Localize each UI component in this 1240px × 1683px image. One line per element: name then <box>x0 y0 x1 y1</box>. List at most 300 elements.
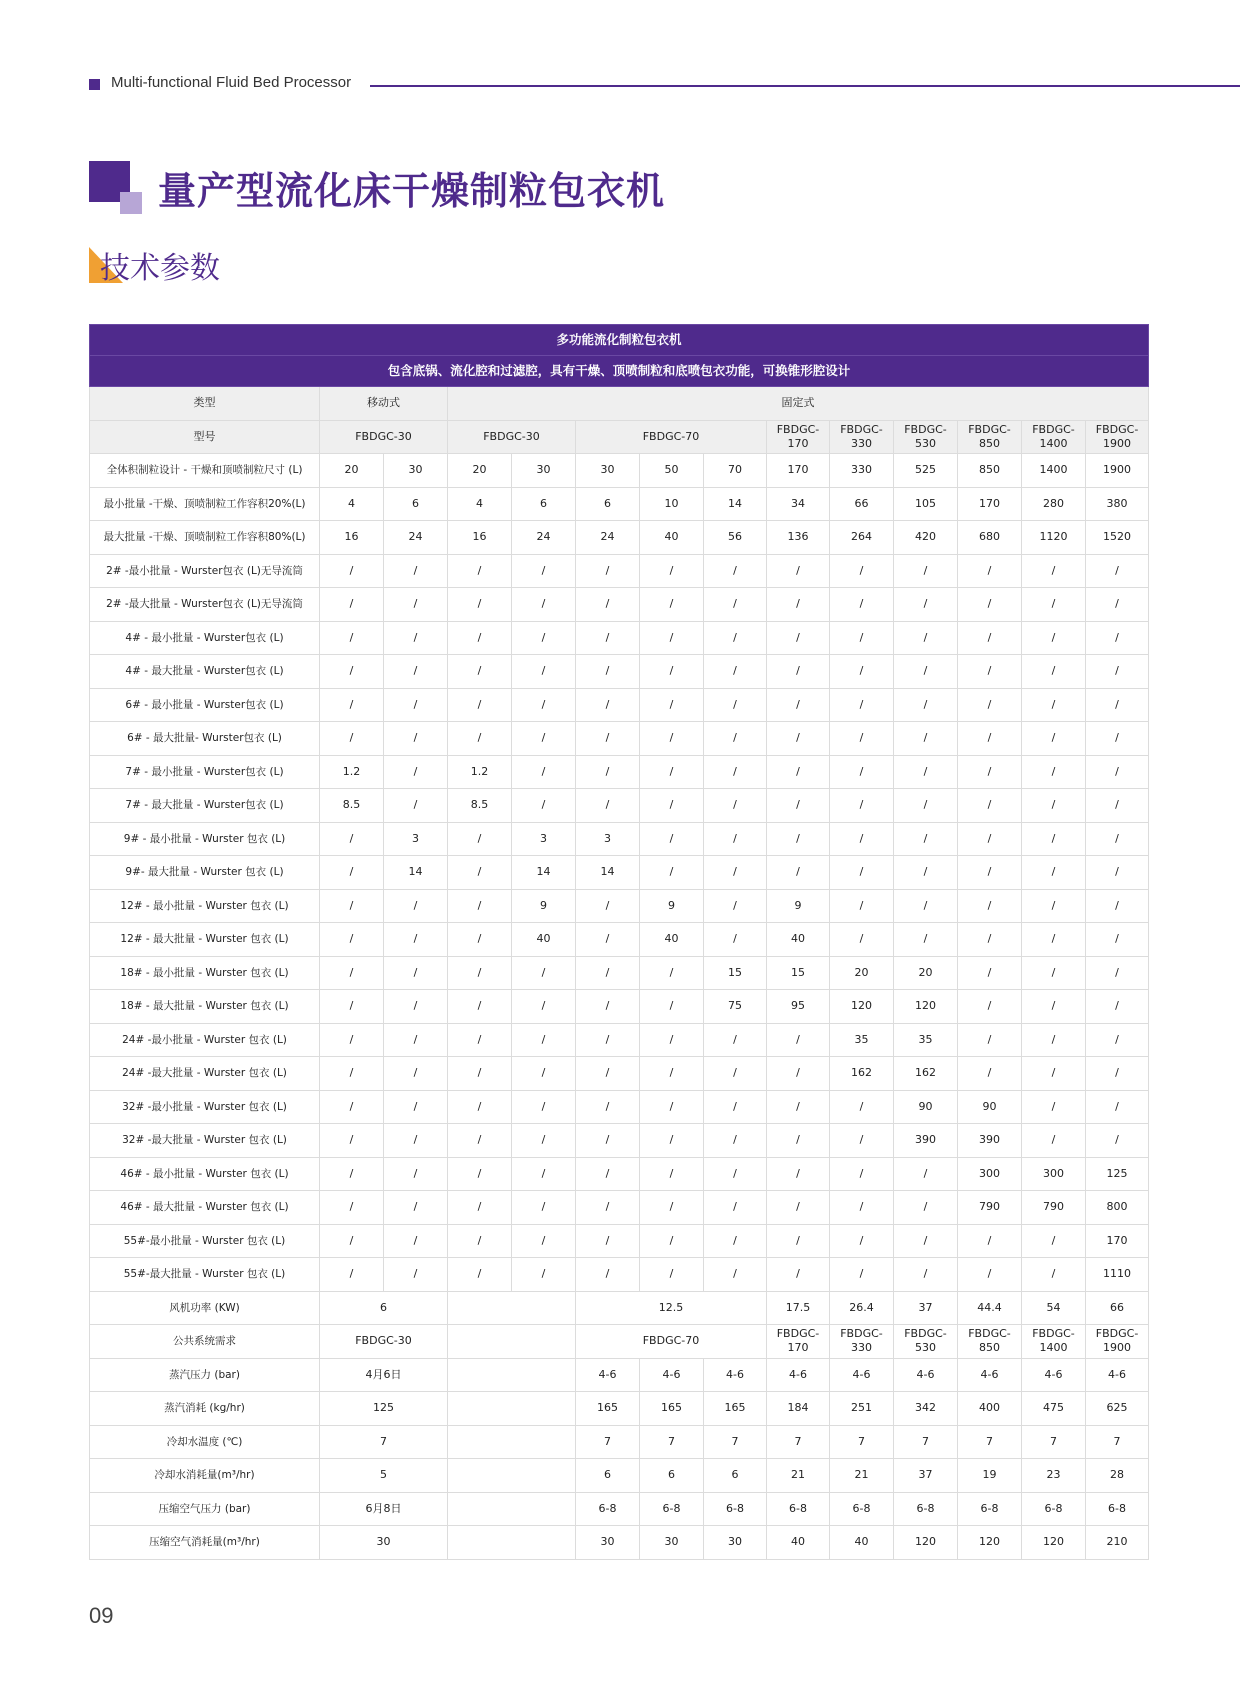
table-row <box>90 722 1149 756</box>
table-cell: 162 <box>830 1057 894 1091</box>
table-row <box>90 990 1149 1024</box>
table-cell: / <box>384 990 448 1024</box>
table-cell: 17.5 <box>767 1291 830 1325</box>
table-cell: / <box>1086 621 1149 655</box>
row-label: 12# - 最小批量 - Wurster 包衣 (L) <box>90 889 320 923</box>
table-banner-row <box>90 356 1149 387</box>
table-cell: 165 <box>576 1392 640 1426</box>
table-cell: / <box>767 1023 830 1057</box>
table-cell: 37 <box>894 1291 958 1325</box>
table-cell: / <box>1086 1057 1149 1091</box>
section-subtitle: 技术参数 <box>100 251 220 286</box>
table-cell: / <box>384 1090 448 1124</box>
table-cell: / <box>704 889 767 923</box>
table-cell: 24 <box>512 521 576 555</box>
table-cell: / <box>640 588 704 622</box>
table-cell: / <box>512 1124 576 1158</box>
table-row <box>90 621 1149 655</box>
utility-header-row <box>90 1325 1149 1359</box>
table-cell: 300 <box>958 1157 1022 1191</box>
table-cell: 680 <box>958 521 1022 555</box>
table-cell: 4-6 <box>1086 1358 1149 1392</box>
table-cell: / <box>512 990 576 1024</box>
table-cell: / <box>320 1191 384 1225</box>
table-row <box>90 1090 1149 1124</box>
table-cell: 120 <box>830 990 894 1024</box>
table-cell: / <box>1022 889 1086 923</box>
model-cell: FBDGC-70 <box>576 1325 767 1359</box>
model-cell: FBDGC-170 <box>767 1325 830 1359</box>
table-cell: / <box>512 1224 576 1258</box>
table-cell: / <box>448 1057 512 1091</box>
table-cell: 120 <box>958 1526 1022 1560</box>
utility-row <box>90 1459 1149 1493</box>
table-cell: / <box>576 1124 640 1158</box>
row-label: 2# -最大批量 - Wurster包衣 (L)无导流筒 <box>90 588 320 622</box>
table-cell: / <box>512 789 576 823</box>
table-cell: / <box>958 789 1022 823</box>
table-cell: 40 <box>640 923 704 957</box>
table-cell: / <box>320 1157 384 1191</box>
table-cell: / <box>894 554 958 588</box>
table-cell: / <box>640 688 704 722</box>
row-label: 18# - 最大批量 - Wurster 包衣 (L) <box>90 990 320 1024</box>
table-cell: / <box>1022 655 1086 689</box>
table-cell: 4-6 <box>830 1358 894 1392</box>
table-cell: 14 <box>384 856 448 890</box>
table-cell: / <box>320 688 384 722</box>
model-cell: FBDGC-330 <box>830 1325 894 1359</box>
table-cell: 1.2 <box>320 755 384 789</box>
row-label: 32# -最小批量 - Wurster 包衣 (L) <box>90 1090 320 1124</box>
row-label: 4# - 最小批量 - Wurster包衣 (L) <box>90 621 320 655</box>
table-cell: / <box>448 923 512 957</box>
table-cell: / <box>1086 856 1149 890</box>
table-cell: 6-8 <box>640 1492 704 1526</box>
table-cell: 70 <box>704 454 767 488</box>
table-cell: 6-8 <box>576 1492 640 1526</box>
table-row <box>90 856 1149 890</box>
model-cell: FBDGC-1900 <box>1086 420 1149 454</box>
table-cell: 7 <box>767 1425 830 1459</box>
table-cell: / <box>767 554 830 588</box>
table-cell: 475 <box>1022 1392 1086 1426</box>
table-cell: 66 <box>830 487 894 521</box>
table-cell: / <box>1086 588 1149 622</box>
table-cell: / <box>830 1090 894 1124</box>
table-cell: / <box>320 1124 384 1158</box>
table-cell: / <box>894 1258 958 1292</box>
table-row <box>90 554 1149 588</box>
table-cell: / <box>576 1090 640 1124</box>
table-cell: 390 <box>958 1124 1022 1158</box>
table-cell: / <box>448 722 512 756</box>
table-cell: 1400 <box>1022 454 1086 488</box>
table-cell: / <box>576 1157 640 1191</box>
table-cell: / <box>894 1191 958 1225</box>
table-cell: / <box>894 1157 958 1191</box>
table-cell: 210 <box>1086 1526 1149 1560</box>
merged-cell: 7 <box>320 1425 448 1459</box>
table-row <box>90 1157 1149 1191</box>
table-cell: 15 <box>704 956 767 990</box>
table-cell: / <box>958 554 1022 588</box>
table-cell: / <box>1022 722 1086 756</box>
table-cell: / <box>320 722 384 756</box>
table-cell: / <box>320 655 384 689</box>
table-cell: 7 <box>894 1425 958 1459</box>
table-cell: 7 <box>576 1425 640 1459</box>
row-label: 6# - 最大批量- Wurster包衣 (L) <box>90 722 320 756</box>
utility-row <box>90 1392 1149 1426</box>
table-cell: / <box>320 621 384 655</box>
table-cell: 24 <box>384 521 448 555</box>
table-cell: / <box>704 554 767 588</box>
page-title: 量产型流化床干燥制粒包衣机 <box>158 169 666 213</box>
table-cell: / <box>767 688 830 722</box>
spec-table <box>89 324 1149 1560</box>
table-cell: / <box>1022 621 1086 655</box>
table-cell: / <box>640 1191 704 1225</box>
table-cell: / <box>830 1224 894 1258</box>
table-cell: / <box>1086 822 1149 856</box>
row-label: 冷却水温度 (℃) <box>90 1425 320 1459</box>
table-cell: 21 <box>767 1459 830 1493</box>
model-cell: FBDGC-30 <box>320 1325 448 1359</box>
table-cell: / <box>448 1224 512 1258</box>
table-cell: / <box>320 554 384 588</box>
table-cell: / <box>704 1258 767 1292</box>
table-cell: 380 <box>1086 487 1149 521</box>
table-cell: / <box>512 621 576 655</box>
table-cell: / <box>384 1258 448 1292</box>
row-label: 4# - 最大批量 - Wurster包衣 (L) <box>90 655 320 689</box>
table-cell: / <box>958 1224 1022 1258</box>
table-cell: / <box>640 1258 704 1292</box>
table-cell: 125 <box>1086 1157 1149 1191</box>
model-cell: FBDGC-170 <box>767 420 830 454</box>
table-cell: / <box>1022 588 1086 622</box>
table-cell: / <box>894 889 958 923</box>
table-cell: 40 <box>512 923 576 957</box>
table-cell: 14 <box>512 856 576 890</box>
table-cell: / <box>704 755 767 789</box>
table-cell: 14 <box>704 487 767 521</box>
table-cell: / <box>640 822 704 856</box>
table-cell: / <box>512 1090 576 1124</box>
table-cell: 56 <box>704 521 767 555</box>
table-cell: 165 <box>704 1392 767 1426</box>
table-cell: / <box>830 755 894 789</box>
table-cell: 6-8 <box>958 1492 1022 1526</box>
table-cell: / <box>384 889 448 923</box>
table-cell: / <box>704 1057 767 1091</box>
utility-row <box>90 1526 1149 1560</box>
table-cell: 342 <box>894 1392 958 1426</box>
table-cell: / <box>1086 554 1149 588</box>
table-cell: / <box>512 655 576 689</box>
table-cell: 30 <box>640 1526 704 1560</box>
table-cell: / <box>512 688 576 722</box>
table-cell: / <box>1022 1258 1086 1292</box>
table-cell: 3 <box>384 822 448 856</box>
table-row <box>90 1057 1149 1091</box>
table-cell: 6 <box>640 1459 704 1493</box>
table-cell: / <box>320 1258 384 1292</box>
table-cell: 4-6 <box>1022 1358 1086 1392</box>
table-cell: / <box>1086 1023 1149 1057</box>
table-cell: / <box>1022 1224 1086 1258</box>
table-cell: 264 <box>830 521 894 555</box>
model-label: 型号 <box>90 420 320 454</box>
row-label: 风机功率 (KW) <box>90 1291 320 1325</box>
table-cell: / <box>640 1023 704 1057</box>
table-cell: 170 <box>1086 1224 1149 1258</box>
model-cell: FBDGC-70 <box>576 420 767 454</box>
table-cell: 525 <box>894 454 958 488</box>
table-cell: / <box>448 621 512 655</box>
table-cell: / <box>958 755 1022 789</box>
model-cell: FBDGC-1900 <box>1086 1325 1149 1359</box>
table-cell: / <box>767 1258 830 1292</box>
row-label: 7# - 最小批量 - Wurster包衣 (L) <box>90 755 320 789</box>
table-cell: 251 <box>830 1392 894 1426</box>
table-cell: 850 <box>958 454 1022 488</box>
table-row <box>90 1224 1149 1258</box>
table-cell: 120 <box>1022 1526 1086 1560</box>
table-cell: 1520 <box>1086 521 1149 555</box>
table-cell: 4-6 <box>894 1358 958 1392</box>
table-cell: / <box>894 722 958 756</box>
table-row <box>90 1124 1149 1158</box>
row-label: 压缩空气压力 (bar) <box>90 1492 320 1526</box>
empty-cell <box>448 1358 576 1392</box>
table-cell: 6-8 <box>767 1492 830 1526</box>
table-row <box>90 521 1149 555</box>
table-cell: / <box>640 856 704 890</box>
table-cell: / <box>448 1023 512 1057</box>
table-cell: / <box>1022 956 1086 990</box>
table-cell: 50 <box>640 454 704 488</box>
table-cell: 21 <box>830 1459 894 1493</box>
table-cell: / <box>640 789 704 823</box>
table-cell: 8.5 <box>320 789 384 823</box>
table-cell: / <box>830 655 894 689</box>
table-cell: 6-8 <box>830 1492 894 1526</box>
table-cell: / <box>958 923 1022 957</box>
table-cell: 330 <box>830 454 894 488</box>
table-cell: / <box>320 856 384 890</box>
type-label: 类型 <box>90 387 320 421</box>
table-cell: / <box>767 1157 830 1191</box>
table-cell: / <box>576 554 640 588</box>
table-cell: 24 <box>576 521 640 555</box>
table-cell: / <box>958 956 1022 990</box>
table-cell: / <box>384 755 448 789</box>
table-cell: / <box>576 1258 640 1292</box>
table-cell: 7 <box>1022 1425 1086 1459</box>
empty-cell <box>448 1291 576 1325</box>
table-cell: / <box>894 688 958 722</box>
table-cell: / <box>830 822 894 856</box>
table-cell: 162 <box>894 1057 958 1091</box>
table-cell: 4-6 <box>640 1358 704 1392</box>
table-cell: / <box>894 755 958 789</box>
table-cell: / <box>512 1023 576 1057</box>
table-cell: / <box>448 889 512 923</box>
table-cell: / <box>958 1057 1022 1091</box>
table-cell: / <box>512 1057 576 1091</box>
table-cell: 790 <box>1022 1191 1086 1225</box>
table-cell: / <box>640 1090 704 1124</box>
table-cell: 4-6 <box>576 1358 640 1392</box>
table-cell: / <box>1022 688 1086 722</box>
table-cell: 6-8 <box>1086 1492 1149 1526</box>
table-row <box>90 755 1149 789</box>
table-cell: 136 <box>767 521 830 555</box>
merged-cell: 6月8日 <box>320 1492 448 1526</box>
table-cell: / <box>640 755 704 789</box>
table-cell: 40 <box>767 923 830 957</box>
table-cell: / <box>830 588 894 622</box>
table-cell: / <box>576 1224 640 1258</box>
table-cell: / <box>576 956 640 990</box>
table-cell: / <box>448 856 512 890</box>
row-label: 24# -最小批量 - Wurster 包衣 (L) <box>90 1023 320 1057</box>
table-cell: / <box>576 722 640 756</box>
table-cell: 9 <box>767 889 830 923</box>
table-cell: 7 <box>1086 1425 1149 1459</box>
table-cell: 1.2 <box>448 755 512 789</box>
table-cell: / <box>448 1090 512 1124</box>
table-cell: / <box>830 889 894 923</box>
table-cell: / <box>384 588 448 622</box>
table-cell: 6 <box>576 487 640 521</box>
table-cell: / <box>1022 1090 1086 1124</box>
row-label: 蒸汽消耗 (kg/hr) <box>90 1392 320 1426</box>
table-cell: / <box>1086 956 1149 990</box>
table-row <box>90 889 1149 923</box>
table-cell: 75 <box>704 990 767 1024</box>
table-cell: / <box>640 1224 704 1258</box>
table-cell: / <box>894 923 958 957</box>
table-cell: / <box>830 688 894 722</box>
table-cell: 44.4 <box>958 1291 1022 1325</box>
merged-cell: 5 <box>320 1459 448 1493</box>
table-cell: 54 <box>1022 1291 1086 1325</box>
table-cell: / <box>704 1191 767 1225</box>
table-row <box>90 1023 1149 1057</box>
empty-cell <box>448 1425 576 1459</box>
row-label: 24# -最大批量 - Wurster 包衣 (L) <box>90 1057 320 1091</box>
table-cell: / <box>576 1057 640 1091</box>
table-cell: 1110 <box>1086 1258 1149 1292</box>
table-cell: / <box>384 1124 448 1158</box>
table-cell: / <box>767 1191 830 1225</box>
table-cell: / <box>1022 554 1086 588</box>
table-cell: / <box>384 789 448 823</box>
empty-cell <box>448 1325 576 1359</box>
table-cell: 6 <box>320 1291 448 1325</box>
table-cell: / <box>448 588 512 622</box>
table-cell: 28 <box>1086 1459 1149 1493</box>
row-label: 46# - 最小批量 - Wurster 包衣 (L) <box>90 1157 320 1191</box>
table-cell: 6 <box>576 1459 640 1493</box>
table-cell: / <box>830 856 894 890</box>
table-cell: 30 <box>384 454 448 488</box>
table-cell: / <box>830 789 894 823</box>
table-cell: 1900 <box>1086 454 1149 488</box>
page-number: 09 <box>89 1603 114 1628</box>
table-cell: / <box>704 789 767 823</box>
table-cell: / <box>1022 1057 1086 1091</box>
table-cell: 4-6 <box>958 1358 1022 1392</box>
table-cell: / <box>958 856 1022 890</box>
merged-cell: 125 <box>320 1392 448 1426</box>
table-cell: / <box>320 588 384 622</box>
table-cell: / <box>704 1090 767 1124</box>
table-row <box>90 822 1149 856</box>
table-cell: / <box>320 1023 384 1057</box>
empty-cell <box>448 1392 576 1426</box>
table-cell: / <box>384 1057 448 1091</box>
table-cell: / <box>640 722 704 756</box>
table-cell: / <box>320 1224 384 1258</box>
table-cell: / <box>1086 923 1149 957</box>
table-cell: 34 <box>767 487 830 521</box>
table-cell: 300 <box>1022 1157 1086 1191</box>
table-cell: 40 <box>640 521 704 555</box>
row-label: 32# -最大批量 - Wurster 包衣 (L) <box>90 1124 320 1158</box>
table-cell: / <box>384 956 448 990</box>
table-cell: / <box>1086 755 1149 789</box>
table-cell: 23 <box>1022 1459 1086 1493</box>
table-cell: 165 <box>640 1392 704 1426</box>
table-cell: / <box>576 588 640 622</box>
table-cell: 9 <box>640 889 704 923</box>
table-cell: 4-6 <box>704 1358 767 1392</box>
table-cell: / <box>384 1023 448 1057</box>
table-cell: / <box>704 688 767 722</box>
table-cell: / <box>767 1090 830 1124</box>
table-cell: 12.5 <box>576 1291 767 1325</box>
table-cell: / <box>830 554 894 588</box>
table-cell: / <box>958 621 1022 655</box>
row-label: 7# - 最大批量 - Wurster包衣 (L) <box>90 789 320 823</box>
table-cell: 6-8 <box>1022 1492 1086 1526</box>
table-cell: / <box>320 990 384 1024</box>
model-cell: FBDGC-330 <box>830 420 894 454</box>
row-label: 蒸汽压力 (bar) <box>90 1358 320 1392</box>
model-cell: FBDGC-1400 <box>1022 420 1086 454</box>
table-cell: 30 <box>576 1526 640 1560</box>
table-row <box>90 487 1149 521</box>
table-cell: 120 <box>894 1526 958 1560</box>
table-cell: / <box>704 856 767 890</box>
table-cell: / <box>1086 688 1149 722</box>
table-cell: / <box>384 923 448 957</box>
table-cell: / <box>576 923 640 957</box>
table-cell: 20 <box>320 454 384 488</box>
table-cell: / <box>894 655 958 689</box>
table-cell: 19 <box>958 1459 1022 1493</box>
table-cell: / <box>640 1157 704 1191</box>
table-cell: 790 <box>958 1191 1022 1225</box>
table-cell: / <box>512 755 576 789</box>
row-label: 55#-最小批量 - Wurster 包衣 (L) <box>90 1224 320 1258</box>
table-cell: / <box>767 655 830 689</box>
table-cell: 390 <box>894 1124 958 1158</box>
